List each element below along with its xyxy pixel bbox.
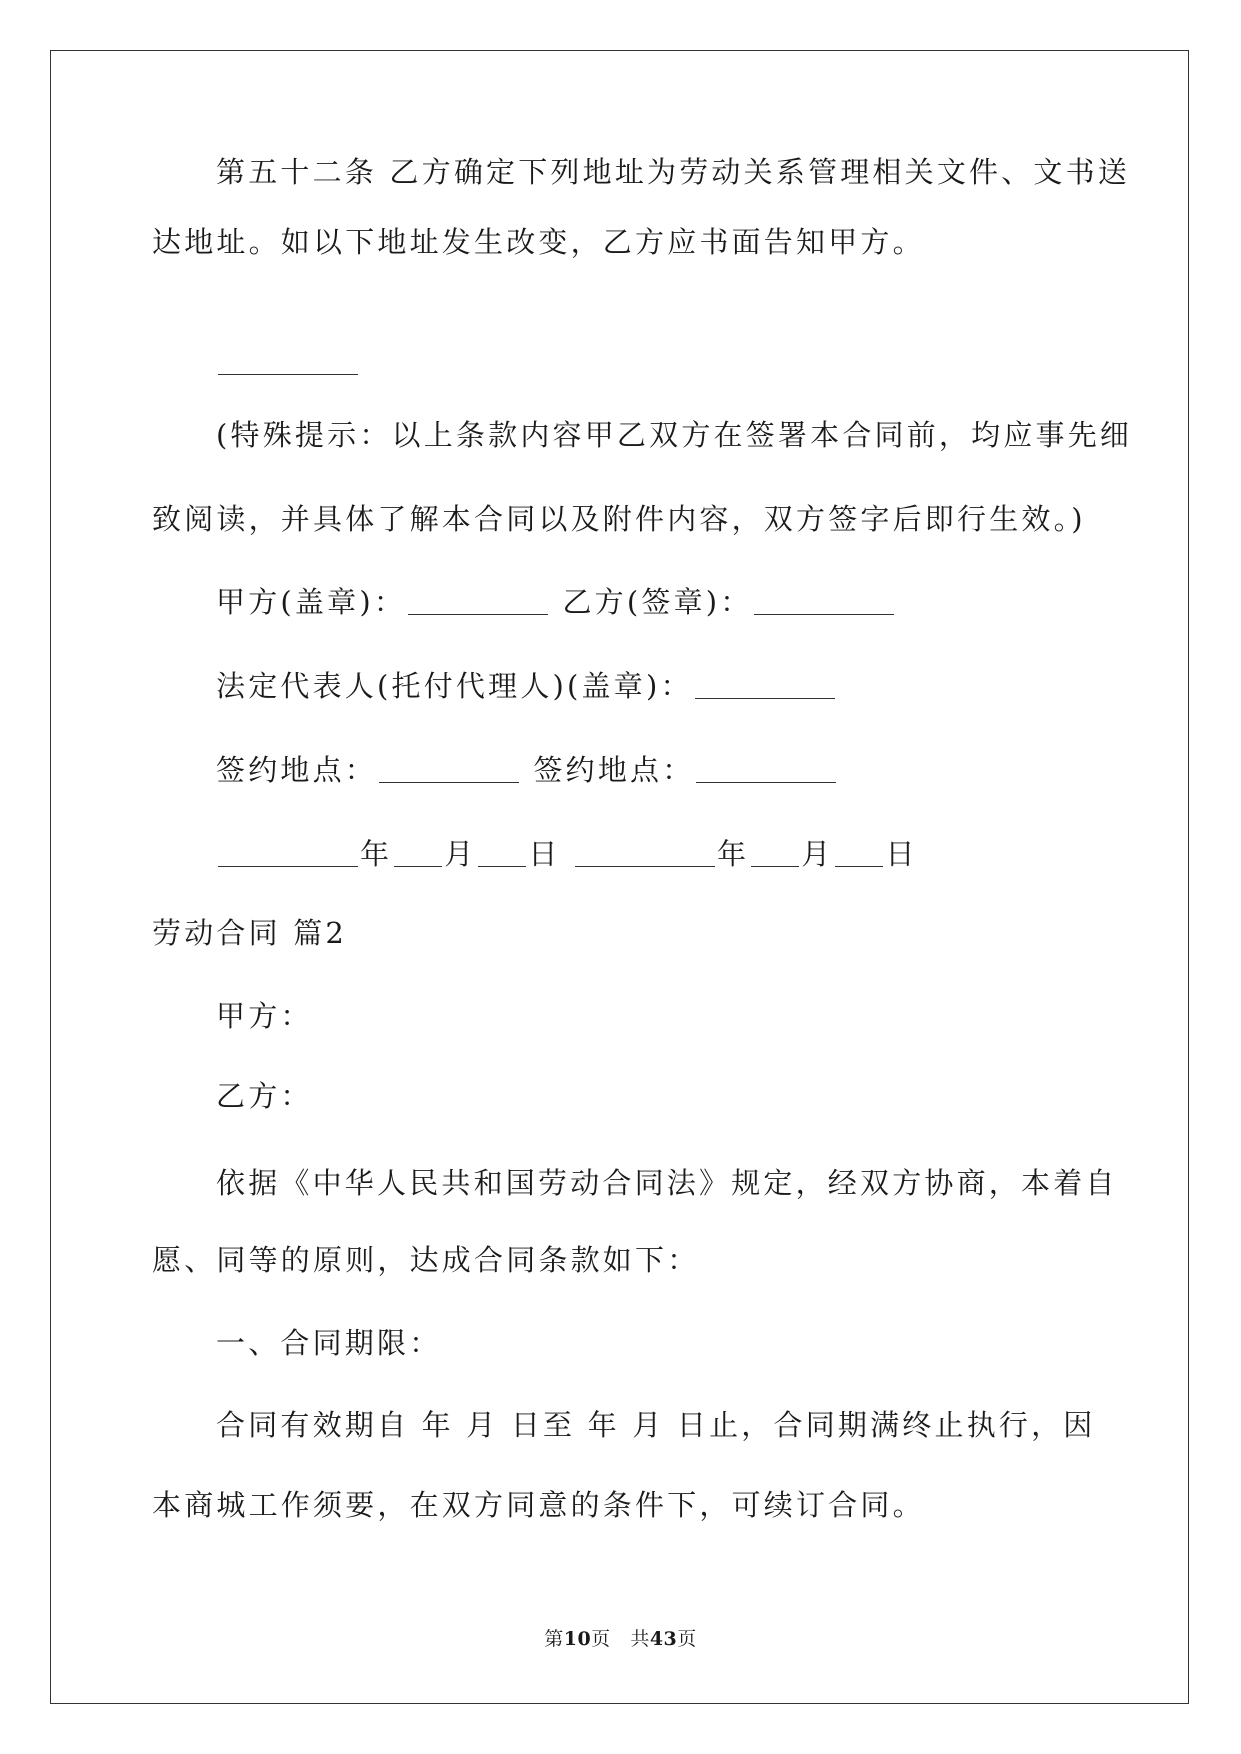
page-label-prefix: 第 xyxy=(544,1628,564,1650)
paragraph-line: 本商城工作须要，在双方同意的条件下，可续订合同。 xyxy=(152,1488,925,1522)
blank-line xyxy=(695,678,835,699)
blank-line xyxy=(835,846,883,867)
paragraph-line: 达地址。如以下地址发生改变，乙方应书面告知甲方。 xyxy=(152,225,925,259)
signature-row-date xyxy=(216,834,918,874)
year-label: 年 xyxy=(717,837,750,871)
paragraph-line: 第五十二条 乙方确定下列地址为劳动关系管理相关文件、文书送 xyxy=(216,155,1131,189)
signature-row-parties xyxy=(216,582,896,622)
sign-place-label: 签约地点： xyxy=(533,753,695,787)
day-label: 日 xyxy=(528,837,561,871)
page-border xyxy=(50,50,1189,1704)
legal-rep-label: 法定代表人(托付代理人)(盖章)： xyxy=(216,669,693,703)
signature-row-place xyxy=(216,750,838,790)
party-a-seal-label: 甲方(盖章)： xyxy=(216,585,407,619)
blank-line xyxy=(751,846,799,867)
paragraph-line: 合同有效期自 年 月 日至 年 月 日止，合同期满终止执行，因 xyxy=(216,1408,1096,1442)
blank-line xyxy=(379,762,519,783)
paragraph-line: 依据《中华人民共和国劳动合同法》规定，经双方协商，本着自 xyxy=(216,1166,1118,1200)
total-prefix: 共 xyxy=(630,1628,650,1650)
party-b-label: 乙方： xyxy=(216,1079,313,1113)
blank-line xyxy=(754,594,894,615)
page-number: 10 xyxy=(563,1628,592,1650)
blank-line xyxy=(575,846,715,867)
month-label: 月 xyxy=(801,837,834,871)
total-suffix: 页 xyxy=(677,1628,697,1650)
page-footer xyxy=(0,1627,1241,1651)
party-b-sign-label: 乙方(签章)： xyxy=(562,585,753,619)
blank-line xyxy=(478,846,526,867)
paragraph-line: (特殊提示：以上条款内容甲乙双方在签署本合同前，均应事先细 xyxy=(216,418,1133,452)
blank-line xyxy=(696,762,836,783)
blank-line xyxy=(218,846,358,867)
month-label: 月 xyxy=(444,837,477,871)
paragraph-line: 愿、同等的原则，达成合同条款如下： xyxy=(152,1243,700,1277)
total-pages: 43 xyxy=(649,1628,678,1650)
paragraph-line: 致阅读，并具体了解本合同以及附件内容，双方签字后即行生效。) xyxy=(152,502,1086,536)
clause-heading: 一、合同期限： xyxy=(216,1326,442,1360)
signature-row-legal-rep xyxy=(216,666,837,706)
party-a-label: 甲方： xyxy=(216,999,313,1033)
address-blank xyxy=(216,342,360,382)
section-title: 劳动合同 篇2 xyxy=(152,916,348,950)
year-label: 年 xyxy=(360,837,393,871)
page-label-suffix: 页 xyxy=(591,1628,611,1650)
blank-line xyxy=(394,846,442,867)
sign-place-label: 签约地点： xyxy=(216,753,378,787)
day-label: 日 xyxy=(885,837,918,871)
blank-line xyxy=(218,354,358,375)
blank-line xyxy=(408,594,548,615)
